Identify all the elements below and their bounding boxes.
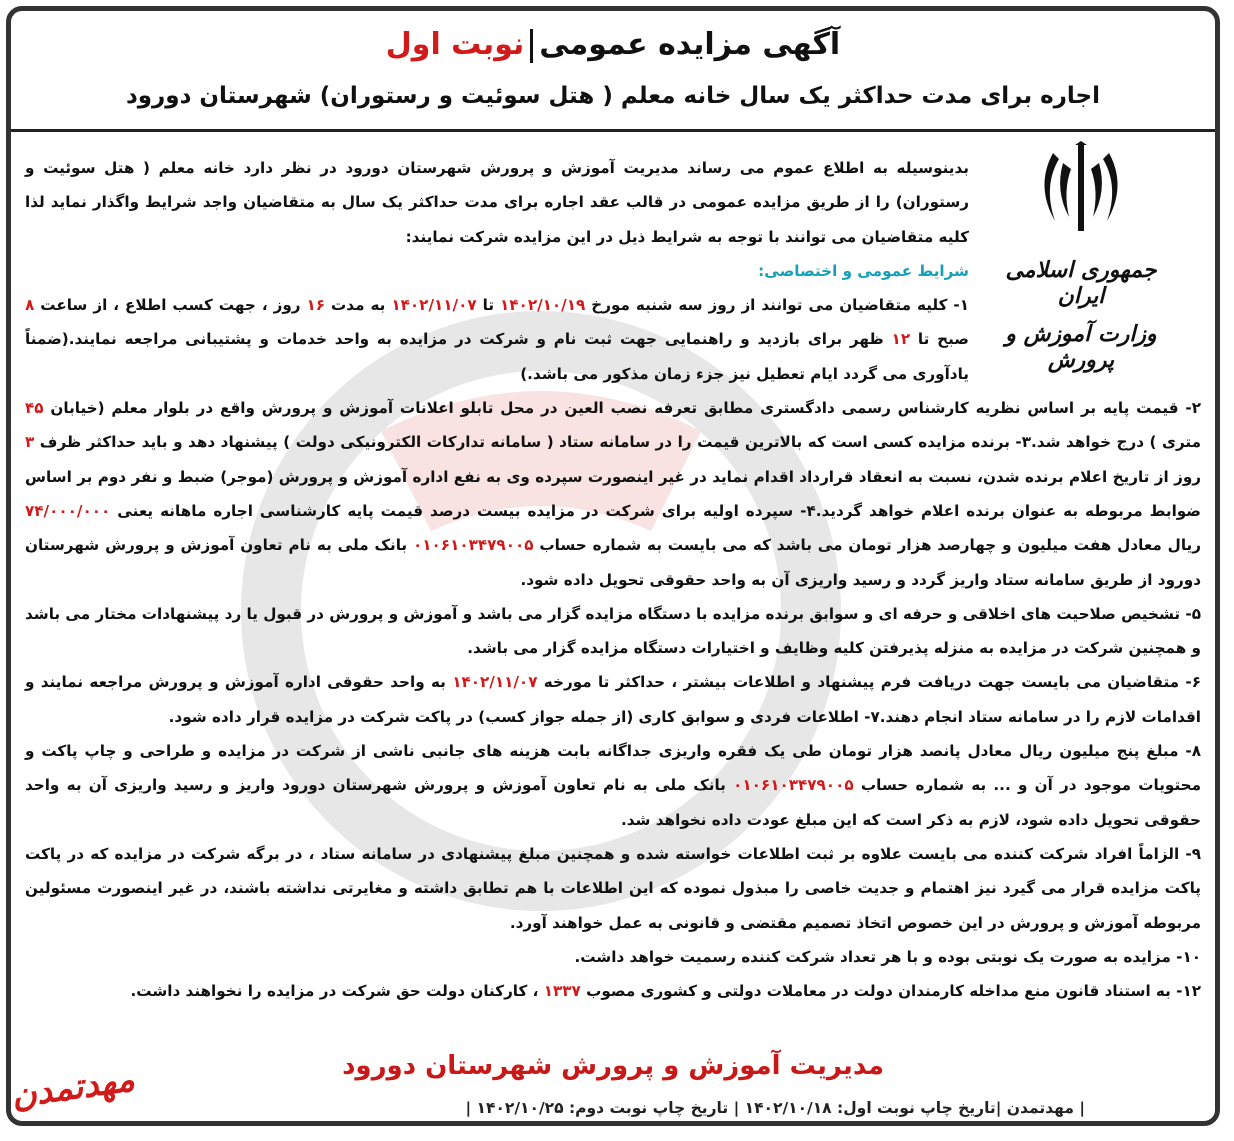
notice-header	[11, 11, 1215, 132]
item-1-date-start: ۱۴۰۲/۱۰/۱۹	[500, 296, 586, 315]
item-1-text-d: روز ، جهت کسب اطلاع ، از ساعت	[34, 296, 307, 315]
item-6-7	[25, 665, 1201, 734]
item-2-text-a: ۲- قیمت پایه بر اساس نظریه کارشناس رسمی دادگستری مطابق تعرفه نصب العین در محل تابلو اعلانات آموزش و پرورش واقع در بلوار معلم (خیابان	[43, 399, 1201, 418]
item-4-amount: ۷۴/۰۰۰/۰۰۰	[25, 501, 111, 520]
item-1-text-f: ظهر برای بازدید و راهنمایی جهت ثبت نام و شرکت در مزایده به واحد خدمات و پشتیبانی مراجعه نمایند.(ضمناً یادآوری می گردد ایام تعطیل نیز جزء زمان مذکور می باشد.)	[25, 330, 969, 383]
item-12-text-b: ، کارکنان دولت حق شرکت در مزایده را نخواهند داشت.	[130, 982, 544, 1001]
item-3-days: ۳	[25, 433, 35, 452]
item-1-text-e: صبح تا	[910, 330, 969, 349]
item-3-text-a: ۳- برنده مزایده کسی است که بالاترین قیمت را در سامانه ستاد ( سامانه تدارکات الکترونیکی دولت ) پیشنهاد دهد و باید حداکثر ظرف	[34, 433, 1032, 452]
item-10: ۱۰- مزایده به صورت یک نوبتی بوده و با هر تعداد شرکت کننده رسمیت خواهد داشت.	[574, 947, 1201, 966]
item-7-text: ۷- اطلاعات فردی و سوابق کاری (از جمله جواز کسب) در پاکت شرکت در مزایده قرار داده شود.	[168, 707, 880, 726]
title-separator	[530, 29, 533, 63]
item-12-text-a: ۱۲- به استناد قانون منع مداخله کارمندان دولت در معاملات دولتی و کشوری مصوب	[580, 982, 1201, 1001]
title-text: آگهی مزایده عمومی	[539, 27, 841, 62]
item-1-date-end: ۱۴۰۲/۱۱/۰۷	[391, 296, 477, 315]
item-3-text-b: روز از تاریخ اعلام برنده شدن، نسبت به انعقاد قرارداد اقدام نماید در غیر اینصورت سپرده وی به نفع اداره آموزش و پرورش (موجر) ضبط و نفر دوم بر اساس ضوابط مربوطه به عنوان برنده اعلام خواهد گردید.	[25, 467, 1201, 520]
item-1-text-c: به مدت	[325, 296, 392, 315]
print-dates: | مهدتمدن |تاریخ چاپ نوبت اول: ۱۴۰۲/۱۰/۱۸ | تاریخ چاپ نوبت دوم: ۱۴۰۲/۱۰/۲۵ |	[465, 1099, 1085, 1117]
issuer-title: مدیریت آموزش و پرورش شهرستان دورود	[342, 1051, 884, 1081]
item-6-text-b: به واحد حقوقی اداره آموزش و پرورش مراجعه نمایند و اقدامات لازم را در سامانه ستاد انجام دهند.	[25, 673, 1201, 726]
item-8	[25, 734, 1201, 837]
item-1-hour-start: ۸	[25, 296, 35, 315]
item-8-text-a: ۸- مبلغ پنج میلیون ریال معادل پانصد هزار تومان طی یک فقره واریزی جداگانه بابت هزینه های جانبی ناشی از شرکت در مزایده و طراحی و چاپ پاکت و محتویات موجود در آن و ... به شماره حساب	[25, 742, 1201, 795]
item-2-text-b: متری ) درج خواهد شد.	[1031, 433, 1202, 452]
notice-body	[25, 151, 1201, 1008]
notice-title	[11, 27, 1215, 63]
item-1-days: ۱۶	[306, 296, 326, 315]
item-1	[25, 288, 969, 391]
item-1-text-a: ۱- کلیه متقاضیان می توانند از روز سه شنبه مورخ	[585, 296, 969, 315]
conditions-heading: شرایط عمومی و اختصاصی:	[758, 261, 969, 280]
item-4-text-b: ریال معادل هفت میلیون و چهارصد هزار تومان می باشد که می بایست به شماره حساب	[533, 536, 1201, 555]
notice-frame	[6, 6, 1220, 1126]
item-2-3	[25, 391, 1201, 597]
item-12	[25, 974, 1201, 1008]
title-round: نوبت اول	[385, 27, 525, 62]
intro-paragraph: بدینوسیله به اطلاع عموم می رساند مدیریت آموزش و پرورش شهرستان دورود در نظر دارد خانه معلم ( هتل سوئیت و رستوران) را از طریق مزایده عمومی در قالب عقد اجاره برای مدت حداکثر یک سال به متقاضیان واجد شرایط واگذار نماید لذا کلیه متقاضیان می توانند با توجه به شرایط ذیل در این مزایده شرکت نمایند:	[25, 159, 969, 246]
item-6-date: ۱۴۰۲/۱۱/۰۷	[452, 673, 538, 692]
item-4-account: ۰۱۰۶۱۰۳۴۷۹۰۰۵	[413, 536, 534, 555]
item-9: ۹- الزاماً افراد شرکت کننده می بایست علاوه بر ثبت اطلاعات خواسته شده و همچنین مبلغ پیشنهادی در سامانه ستاد ، در برگه شرکت در مزایده که در پاکت پاکت مزایده قرار می گیرد نیز اهتمام و جدیت خاصی را مبذول نموده که این اطلاعات با هم تطابق داشته و مغایرتی نداشته باشند، در غیر اینصورت مسئولین مربوطه آموزش و پرورش در این خصوص اتخاذ تصمیم مقتضی و قانونی به عمل خواهند آورد.	[25, 844, 1201, 932]
item-1-hour-end: ۱۲	[891, 330, 911, 349]
emblem-country: جمهوری اسلامی ایران	[1005, 257, 1157, 309]
item-5: ۵- تشخیص صلاحیت های اخلاقی و حرفه ای و سوابق برنده مزایده با دستگاه مزایده گزار می باشد و آموزش و پرورش در قبول یا رد پیشنهادات مختار می باشد و همچنین شرکت در مزایده به منزله پذیرفتن کلیه وظایف و اختیارات دستگاه مزایده گزار می باشد.	[25, 604, 1201, 658]
emblem-ministry: وزارت آموزش و پرورش	[1005, 321, 1157, 373]
item-1-text-b: تا	[476, 296, 501, 315]
newspaper-logo: مهدتمدن	[8, 1059, 137, 1117]
intro-section	[25, 151, 969, 391]
item-2-street: ۴۵	[25, 399, 44, 418]
item-6-text-a: ۶- متقاضیان می بایست جهت دریافت فرم پیشنهاد و اطلاعات بیشتر ، حداکثر تا مورخه	[537, 673, 1201, 692]
item-8-text-b: بانک ملی به نام تعاون آموزش و پرورش شهرستان دورود واریز و رسید واریزی آن به واحد حقوقی تحویل داده شود، لازم به ذکر است که این مبلغ عودت داده نخواهد شد.	[25, 776, 1201, 829]
item-8-account: ۰۱۰۶۱۰۳۴۷۹۰۰۵	[733, 776, 854, 795]
notice-subtitle: اجاره برای مدت حداکثر یک سال خانه معلم ( هتل سوئیت و رستوران) شهرستان دورود	[125, 83, 1101, 109]
item-4-text-c: بانک ملی به نام تعاون آموزش و پرورش شهرستان دورود از طریق سامانه ستاد واریز گردد و رسید واریزی آن به واحد حقوقی تحویل داده شود.	[25, 536, 1201, 589]
item-12-year: ۱۳۳۷	[543, 982, 581, 1001]
item-4-text-a: ۴- سپرده اولیه برای شرکت در مزایده بیست درصد قیمت پایه کارشناسی اجاره ماهانه یعنی	[110, 501, 816, 520]
